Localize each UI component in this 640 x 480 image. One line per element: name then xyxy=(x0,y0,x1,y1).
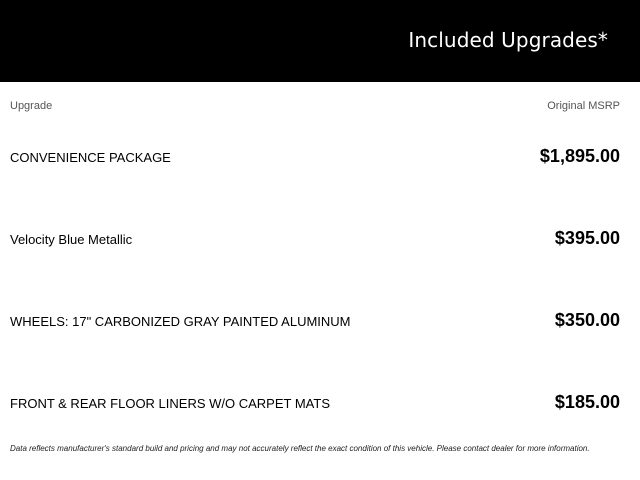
disclaimer-text: Data reflects manufacturer's standard build and pricing and may not accurately reflect the exact condition of this vehicle. Please contact dealer for more information. xyxy=(10,444,590,453)
upgrade-name: Velocity Blue Metallic xyxy=(10,232,133,247)
column-header-upgrade: Upgrade xyxy=(10,100,53,112)
upgrade-name: FRONT & REAR FLOOR LINERS W/O CARPET MATS xyxy=(10,396,330,411)
upgrade-price: $350.00 xyxy=(554,310,620,330)
table-row xyxy=(10,146,620,170)
upgrade-name: CONVENIENCE PACKAGE xyxy=(10,150,171,165)
upgrade-price: $395.00 xyxy=(554,228,620,248)
upgrade-price: $1,895.00 xyxy=(539,146,620,166)
table-row xyxy=(10,392,620,416)
upgrade-price: $185.00 xyxy=(554,392,620,412)
table-row xyxy=(10,228,620,252)
table-row xyxy=(10,310,620,334)
page-title: Included Upgrades* xyxy=(408,28,608,52)
upgrade-name: WHEELS: 17" CARBONIZED GRAY PAINTED ALUMINUM xyxy=(10,314,351,329)
header-banner xyxy=(0,0,640,82)
column-header-msrp: Original MSRP xyxy=(547,100,620,112)
